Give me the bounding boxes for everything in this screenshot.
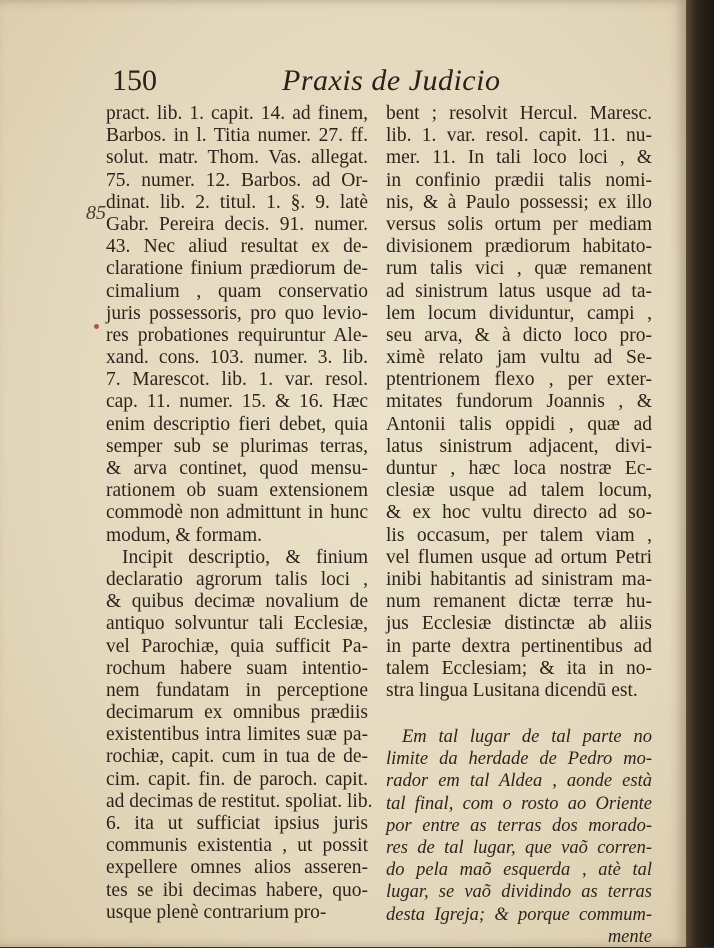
text-line: vel flumen usque ad ortum Petri <box>386 546 652 568</box>
text-line: modum, & formam. <box>106 524 262 546</box>
text-line: decimarum ex omnibus prædiis <box>106 702 368 724</box>
text-line: ad decimas de restitut. spoliat. lib. <box>106 790 373 812</box>
text-line: rationem ob suam extensionem <box>106 480 368 502</box>
text-line: mer. 11. In tali loco loci , & <box>386 147 652 169</box>
text-line: desta Igreja; & porque commum- <box>386 904 652 925</box>
text-line: latus sinistrum adjacent, divi- <box>386 435 652 457</box>
text-line: in parte dextra pertinentibus ad <box>386 635 652 657</box>
text-line: solut. matr. Thom. Vas. allegat. <box>106 147 368 169</box>
text-line: versus solis ortum per mediam <box>386 213 652 235</box>
text-line: & arva continet, quod mensu- <box>106 458 368 479</box>
text-line: res de tal lugar, que vaõ corren- <box>386 838 652 858</box>
page-edge-shadow <box>686 0 714 947</box>
text-line: seu arva, & à dicto loco pro- <box>386 324 652 346</box>
text-line: nis, & à Paulo possessi; ex illo <box>386 191 652 213</box>
text-line: dinat. lib. 2. titul. 1. §. 9. latè <box>106 191 368 213</box>
text-line: num remanent dictæ terræ hu- <box>386 591 652 613</box>
text-line: ad sinistrum latus usque ad ta- <box>386 280 652 302</box>
right-column <box>386 103 652 948</box>
text-line: 7. Marescot. lib. 1. var. resol. <box>106 369 368 391</box>
text-line: usque plenè contrarium pro- <box>106 901 327 923</box>
text-line: Em tal lugar de tal parte no <box>402 727 652 748</box>
text-line: lib. 1. var. resol. capit. 11. nu- <box>386 125 652 147</box>
text-line: mente <box>607 926 652 947</box>
text-line: clesiæ usque ad talem locum, <box>386 480 652 502</box>
text-line: nem fundatam in perceptione <box>106 679 368 701</box>
text-line: commodè non admittunt in hunc <box>106 502 368 524</box>
text-line: & ex hoc vultu directo ad so- <box>386 502 652 524</box>
text-line: Gabr. Pereira decis. 91. numer. <box>106 213 368 235</box>
text-line: rum talis vici , quæ remanent <box>386 258 652 280</box>
text-line: & quibus decimæ novalium de <box>106 591 368 613</box>
text-line: ptentrionem flexo , per exter- <box>386 369 652 391</box>
text-line: bent ; resolvit Hercul. Maresc. <box>386 103 652 124</box>
text-line: lis occasum, per talem viam , <box>386 524 652 546</box>
text-line: lugar, se vaõ dividindo as terras <box>386 882 652 903</box>
text-line: lem locum dividuntur, campi , <box>386 302 652 324</box>
text-line: communis existentia , ut possit <box>106 835 368 857</box>
text-line: Antonii talis oppidi , quæ ad <box>386 413 652 435</box>
page-number: 150 <box>112 64 157 97</box>
text-line: inibi habitantis ad sinistram ma- <box>386 568 652 590</box>
text-line: mitates fundorum Joannis , & <box>386 391 652 413</box>
paragraph-gap <box>386 702 652 726</box>
left-column <box>106 103 373 924</box>
text-line: rochum habere suam intentio- <box>106 657 368 679</box>
text-line: juris possessoris, pro quo levio- <box>106 302 368 324</box>
text-line: 75. numer. 12. Barbos. ad Or- <box>106 169 368 191</box>
text-line: in confinio prædii talis nomi- <box>386 169 652 191</box>
text-line: res probationes requiruntur Ale- <box>106 324 368 346</box>
page-header <box>112 60 672 100</box>
text-line: limite da herdade de Pedro mo- <box>386 749 652 770</box>
text-line: cim. capit. fin. de paroch. capit. <box>106 768 368 790</box>
running-title: Praxis de Judicio <box>282 64 501 97</box>
text-line: rochiæ, capit. cum in tua de de- <box>106 746 368 768</box>
margin-mark <box>94 324 99 329</box>
text-line: 6. ita ut sufficiat ipsius juris <box>106 813 368 834</box>
text-line: antiquo solvuntur tali Ecclesiæ, <box>106 613 368 635</box>
text-line: cap. 11. numer. 15. & 16. Hæc <box>106 391 368 413</box>
text-line: divisionem prædiorum habitato- <box>386 236 652 258</box>
text-line: do pela maõ esquerda , atè tal <box>386 860 652 881</box>
text-line: talem Ecclesiam; & ita in no- <box>386 657 652 679</box>
text-line: ximè relato jam vultu ad Se- <box>386 347 652 369</box>
text-line: rador em tal Aldea , aonde està <box>386 771 652 792</box>
text-line: 43. Nec aliud resultat ex de- <box>106 236 368 258</box>
text-line: existentibus intra limites suæ pa- <box>106 724 368 746</box>
text-line: expellere omnes alios asseren- <box>106 857 368 879</box>
text-line: pract. lib. 1. capit. 14. ad finem, <box>106 103 368 124</box>
text-line: claratione finium prædiorum de- <box>106 258 368 280</box>
text-line: xand. cons. 103. numer. 3. lib. <box>106 347 368 369</box>
text-line: enim descriptio fieri debet, quia <box>106 413 368 435</box>
text-line: por entre as terras dos morado- <box>386 815 652 836</box>
text-line: stra lingua Lusitana dicendū est. <box>386 679 638 701</box>
margin-note: 85 <box>86 202 106 224</box>
text-line: declaratio agrorum talis loci , <box>106 568 368 590</box>
text-line: tes se ibi decimas habere, quo- <box>106 879 368 901</box>
text-line: duntur , hæc loca nostræ Ec- <box>386 458 652 479</box>
text-line: cimalium , quam conservatio <box>106 280 368 302</box>
text-line: vel Parochiæ, quia sufficit Pa- <box>106 635 368 657</box>
text-line: Barbos. in l. Titia numer. 27. ff. <box>106 125 368 147</box>
text-line: jus Ecclesiæ distinctæ ab aliis <box>386 613 652 635</box>
text-line: tal final, com o rosto ao Oriente <box>386 793 652 814</box>
text-line: semper sub se plurimas terras, <box>106 435 368 457</box>
text-line: Incipit descriptio, & finium <box>122 546 368 568</box>
